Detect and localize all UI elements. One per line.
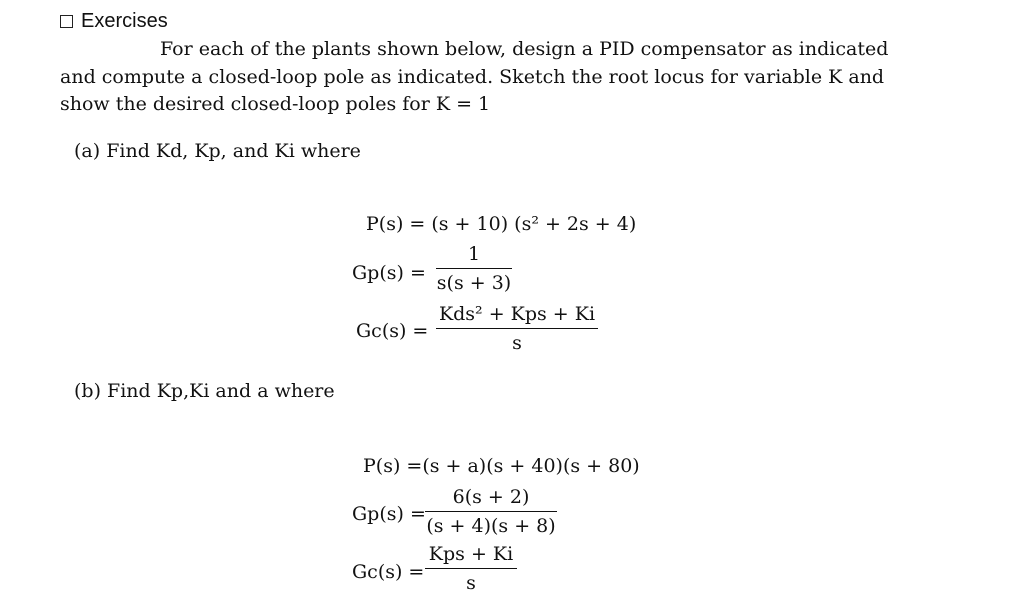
part-b-gc-fraction (425, 542, 517, 595)
part-a-gp-numerator: 1 (467, 243, 481, 265)
part-b-label: (b) Find Kp,Ki and a where (74, 380, 335, 402)
fraction-bar (425, 511, 557, 512)
checkbox-empty-icon (60, 15, 73, 28)
part-b-gp-denominator: (s + 4)(s + 8) (426, 515, 556, 537)
intro-line-1: For each of the plants shown below, design a PID compensator as indicated (160, 38, 889, 60)
part-a-gp-denominator: s(s + 3) (436, 272, 512, 294)
intro-line-2: and compute a closed-loop pole as indicated. Sketch the root locus for variable K and (60, 65, 885, 88)
section-title: Exercises (81, 10, 168, 32)
part-a-gc-lhs: Gc(s) = (356, 320, 429, 342)
part-a-plant-equation: P(s) = (s + 10) (s² + 2s + 4) (366, 213, 637, 235)
part-b-plant-equation: P(s) =(s + a)(s + 40)(s + 80) (363, 455, 640, 477)
intro-line-3: show the desired closed-loop poles for K = 1 (60, 93, 491, 115)
fraction-bar (436, 328, 598, 329)
part-a-gc-fraction (436, 302, 598, 355)
part-a-gc-denominator: s (512, 332, 522, 354)
part-a-gc-numerator: Kds² + Kps + Ki (438, 303, 596, 325)
part-b-gp-fraction (425, 485, 557, 538)
part-a-gp-fraction (436, 242, 512, 295)
part-b-gc-numerator: Kps + Ki (428, 543, 514, 565)
fraction-bar (425, 568, 517, 569)
fraction-bar (436, 268, 512, 269)
part-b-gc-denominator: s (466, 572, 476, 594)
part-b-gc-lhs: Gc(s) = (352, 561, 425, 583)
part-a-gp-lhs: Gp(s) = (352, 262, 426, 284)
part-b-gp-numerator: 6(s + 2) (452, 486, 530, 508)
section-heading (60, 10, 168, 33)
part-b-gp-lhs: Gp(s) = (352, 503, 426, 525)
intro-paragraph (60, 36, 889, 119)
part-a-label: (a) Find Kd, Kp, and Ki where (74, 140, 361, 162)
